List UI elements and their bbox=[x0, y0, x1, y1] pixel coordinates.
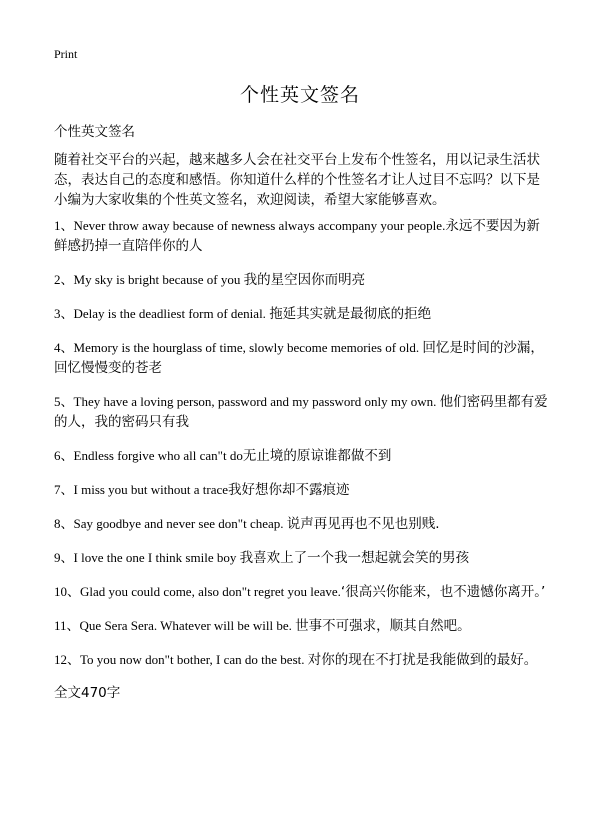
item-number: 8、 bbox=[54, 516, 74, 531]
item-english: Memory is the hourglass of time, slowly become memories of old. bbox=[73, 340, 423, 355]
item-english: Say goodbye and never see don"t cheap. bbox=[73, 516, 287, 531]
page-title: 个性英文签名 bbox=[239, 84, 360, 106]
list-item bbox=[54, 480, 552, 500]
list-item bbox=[54, 338, 552, 378]
list-item bbox=[54, 270, 552, 290]
item-number: 1、 bbox=[54, 218, 74, 233]
item-chinese: 说声再见再也不见也别贱. bbox=[286, 516, 440, 532]
list-item bbox=[54, 616, 552, 636]
item-english: They have a loving person, password and my password only my own. bbox=[73, 394, 440, 409]
list-item bbox=[54, 582, 552, 602]
print-link[interactable]: Print bbox=[54, 47, 78, 61]
intro-paragraph: 随着社交平台的兴起，越来越多人会在社交平台上发布个性签名，用以记录生活状态，表达自己的态度和感悟。你知道什么样的个性签名才让人过目不忘吗？以下是小编为大家收集的个性英文签名，欢迎阅读，希望大家能够喜欢。 bbox=[54, 152, 540, 208]
item-english: I love the one I think smile boy bbox=[73, 550, 240, 565]
item-number: 6、 bbox=[54, 448, 74, 463]
list-item bbox=[54, 304, 552, 324]
item-english: Que Sera Sera. Whatever will be will be. bbox=[79, 618, 296, 633]
item-english: Never throw away because of newness always accompany your people. bbox=[73, 218, 446, 233]
item-english: My sky is bright because of you bbox=[73, 272, 244, 287]
item-english: Glad you could come, also don"t regret you leave. bbox=[80, 584, 341, 599]
signature-list bbox=[54, 216, 552, 684]
item-chinese: 他们密码里都有爱的人，我的密码只有我 bbox=[54, 394, 548, 430]
item-chinese: ‘很高兴你能来，也不遗憾你离开。’ bbox=[340, 584, 546, 600]
article-subtitle: 个性英文签名 bbox=[54, 124, 135, 140]
list-item bbox=[54, 392, 552, 432]
list-item bbox=[54, 548, 552, 568]
item-number: 10、 bbox=[54, 584, 81, 599]
list-item bbox=[54, 650, 552, 670]
item-english: Endless forgive who all can"t do bbox=[73, 448, 243, 463]
item-number: 5、 bbox=[54, 394, 74, 409]
item-chinese: 对你的现在不打扰是我能做到的最好。 bbox=[307, 652, 538, 668]
list-item bbox=[54, 514, 552, 534]
item-number: 4、 bbox=[54, 340, 74, 355]
item-number: 7、 bbox=[54, 482, 74, 497]
item-chinese: 我好想你却不露痕迹 bbox=[228, 482, 350, 498]
word-count: 全文470字 bbox=[54, 685, 121, 701]
item-english: To you now don"t bother, I can do the best. bbox=[80, 652, 308, 667]
item-chinese: 我喜欢上了一个我一想起就会笑的男孩 bbox=[239, 550, 470, 566]
item-number: 9、 bbox=[54, 550, 74, 565]
item-chinese: 世事不可强求，顺其自然吧。 bbox=[295, 618, 471, 634]
item-chinese: 永远不要因为新鲜感扔掉一直陪伴你的人 bbox=[54, 218, 540, 254]
item-english: Delay is the deadliest form of denial. bbox=[73, 306, 270, 321]
item-number: 11、 bbox=[54, 618, 80, 633]
item-chinese: 无止境的原谅谁都做不到 bbox=[242, 448, 392, 464]
item-number: 3、 bbox=[54, 306, 74, 321]
item-number: 2、 bbox=[54, 272, 74, 287]
item-english: I miss you but without a trace bbox=[73, 482, 229, 497]
item-chinese: 拖延其实就是最彻底的拒绝 bbox=[269, 306, 432, 322]
item-chinese: 我的星空因你而明亮 bbox=[243, 272, 366, 288]
list-item bbox=[54, 216, 552, 256]
list-item bbox=[54, 446, 552, 466]
item-number: 12、 bbox=[54, 652, 81, 667]
item-chinese: 回忆是时间的沙漏，回忆慢慢变的苍老 bbox=[54, 340, 544, 376]
